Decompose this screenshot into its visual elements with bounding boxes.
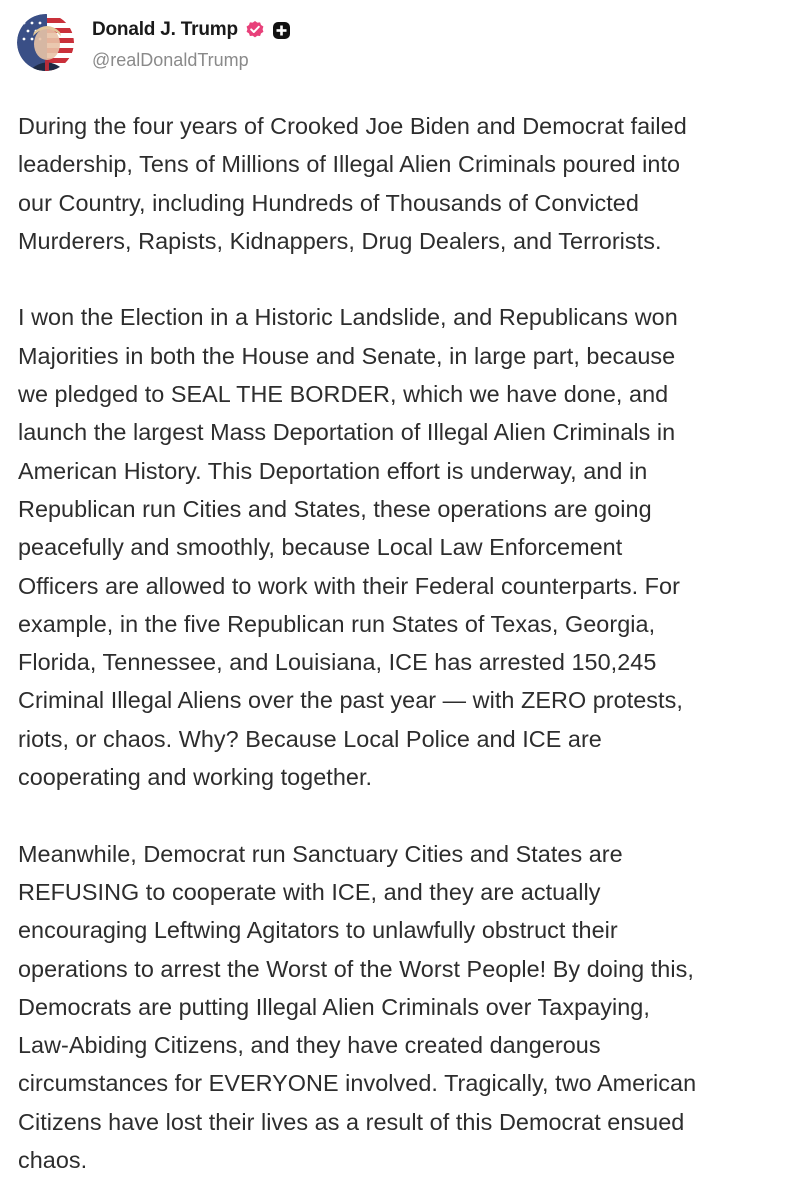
avatar-image [17, 14, 74, 71]
text-line: Murderers, Rapists, Kidnappers, Drug Dealers, and Terrorists. [18, 227, 662, 254]
text-line: we pledged to SEAL THE BORDER, which we have done, and [18, 381, 669, 408]
text-line: riots, or chaos. Why? Because Local Police and ICE are [18, 725, 602, 752]
text-line: leadership, Tens of Millions of Illegal Alien Criminals poured into [18, 151, 681, 178]
text-line: example, in the five Republican run States of Texas, Georgia, [18, 610, 656, 637]
post-body [18, 107, 790, 1179]
text-line: REFUSING to cooperate with ICE, and they are actually [18, 878, 601, 905]
text-line: Law-Abiding Citizens, and they have created dangerous [18, 1032, 601, 1059]
paragraph-1 [18, 107, 790, 260]
text-line: Officers are allowed to work with their Federal counterparts. For [18, 572, 680, 599]
author-display-name[interactable]: Donald J. Trump [92, 19, 238, 40]
text-line: operations to arrest the Worst of the Worst People! By doing this, [18, 955, 694, 982]
text-line: Republican run Cities and States, these operations are going [18, 495, 652, 522]
paragraph-2 [18, 298, 790, 796]
text-line: Criminal Illegal Aliens over the past year — with ZERO protests, [18, 687, 683, 714]
text-line: I won the Election in a Historic Landslide, and Republicans won [18, 304, 678, 331]
text-line: Meanwhile, Democrat run Sanctuary Cities and States are [18, 840, 623, 867]
text-line: launch the largest Mass Deportation of Illegal Alien Criminals in [18, 419, 676, 446]
text-line: Florida, Tennessee, and Louisiana, ICE has arrested 150,245 [18, 649, 657, 676]
text-line: peacefully and smoothly, because Local Law Enforcement [18, 534, 623, 561]
plus-badge-icon [272, 21, 291, 40]
author-handle[interactable]: @realDonaldTrump [92, 50, 249, 70]
paragraph-3 [18, 835, 790, 1180]
verified-badge-icon [245, 20, 265, 40]
text-line: Majorities in both the House and Senate, in large part, because [18, 342, 676, 369]
post-header [17, 14, 291, 76]
text-line: circumstances for EVERYONE involved. Tragically, two American [18, 1070, 697, 1097]
text-line: our Country, including Hundreds of Thousands of Convicted [18, 189, 639, 216]
text-line: During the four years of Crooked Joe Biden and Democrat failed [18, 113, 687, 139]
text-line: chaos. [18, 1147, 88, 1174]
text-line: cooperating and working together. [18, 764, 373, 791]
paragraph-spacer [18, 260, 790, 298]
name-row [92, 18, 291, 42]
author-info [92, 18, 291, 71]
text-line: American History. This Deportation effort is underway, and in [18, 457, 648, 484]
text-line: encouraging Leftwing Agitators to unlawfully obstruct their [18, 917, 618, 944]
avatar[interactable] [17, 14, 74, 71]
paragraph-spacer [18, 796, 790, 834]
text-line: Citizens have lost their lives as a result of this Democrat ensued [18, 1108, 685, 1135]
text-line: Democrats are putting Illegal Alien Criminals over Taxpaying, [18, 993, 650, 1020]
